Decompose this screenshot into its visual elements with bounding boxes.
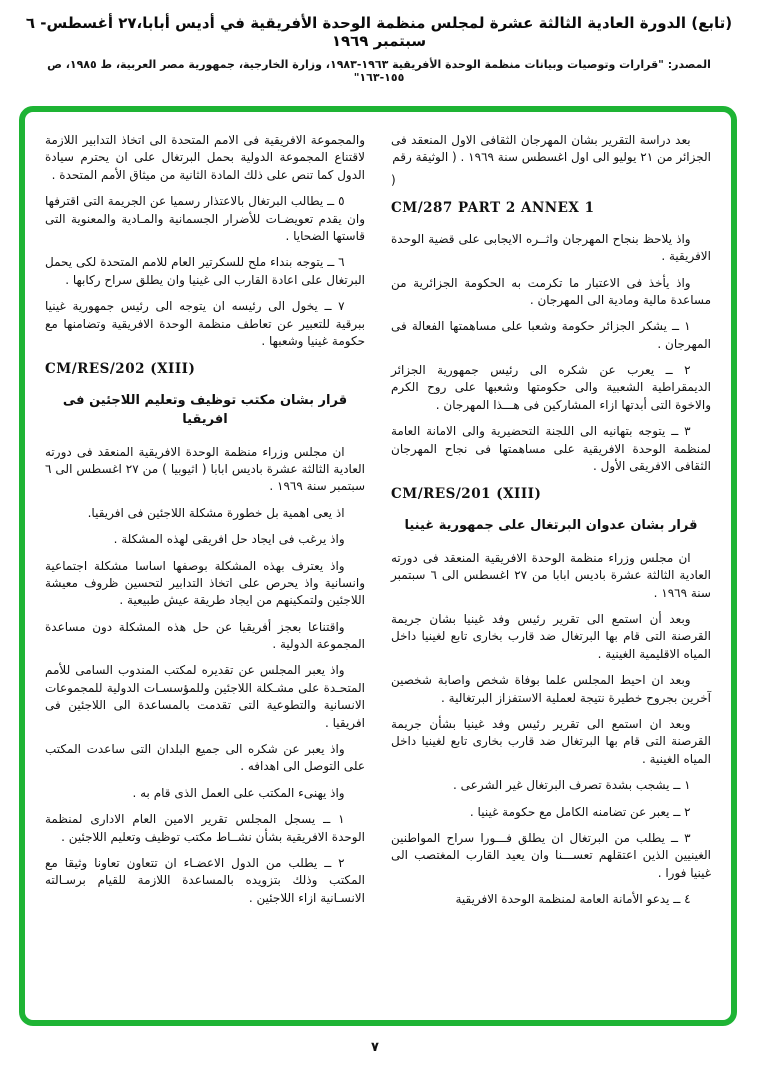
document-title: (تابع) الدورة العادية الثالثة عشرة لمجلس منظمة الوحدة الأفريقية في أديس أبابا،٢٧ أغسطس- ٦ سبتمبر ١٩٦٩ — [25, 14, 733, 50]
resolution-title: قرار بشان مكتب توظيف وتعليم اللاجئين فى افريقيا — [62, 392, 348, 427]
paragraph: ٧ ــ يخول الى رئيسه ان يتوجه الى رئيس جمهورية غينيا ببرقية للتعبير عن تعاطف منظمة الوحدة الافريقية وتضامنها مع حكومة غينيا وشعبها . — [45, 299, 365, 348]
paragraph: واذ يأخذ فى الاعتبار ما تكرمت به الحكومة الجزائرية من مساعدة مالية ومادية الى المهرجان . — [391, 275, 711, 307]
paragraph: ٥ ــ يطالب البرتغال بالاعتذار رسميا عن الجريمة التى اقترفها وان يقدم تعويضـات للأضرار الجسمانية والمـادية والمعنوية التى قاستها الضحايا . — [45, 194, 365, 243]
paragraph: واذ يرغب فى ايجاد حل افريقى لهذه المشكلة . — [113, 532, 345, 547]
paragraph: ١ ــ يسجل المجلس تقرير الامين العام الادارى لمنظمة الوحدة الافريقية بشأن نشــاط مكتب توظيف وتعليم اللاجئين . — [45, 812, 365, 844]
paragraph: واذ يعترف بهذه المشكلة بوصفها اساسا مشكلة اجتماعية وانسانية واذ يحرص على اتخاذ التدابير لتحسين ظروف معيشة اللاجئين ولتمكينهم من ايجاد طريقة عيش طبيعية . — [45, 558, 365, 608]
paragraph: واذ يلاحظ بنجاح المهرجان واثــره الايجابى على قضية الوحدة الافريقية . — [391, 231, 711, 264]
page-number: ٧ — [371, 1040, 379, 1055]
paragraph: واذ يعبر المجلس عن تقديره لمكتب المندوب السامى للأمم المتحـدة على مشـكلة اللاجئين وللمؤسسـات الدولية للمجموعات الانسانية والتطوعية التى تقدمت بالمساعدة الى اللاجئين فى افريقيا . — [45, 663, 365, 730]
paragraph: ٣ ــ يطلب من البرتغال ان يطلق فـــورا سراح المواطنين الغينيين الذين اعتقلهم تعســـنا وان يعيد القارب المغتصب الى غينيا فورا . — [391, 830, 711, 880]
paragraph: ٦ ــ يتوجه بنداء ملح للسكرتير العام للامم المتحدة لكى يحمل البرتغال على اعادة القارب الى غينيا وان يطلق سراح ركابها . — [45, 255, 365, 287]
page-footer — [0, 1036, 758, 1055]
paragraph: ان مجلس وزراء منظمة الوحدة الافريقية المنعقد فى دورته العادية الثالثة عشرة باديس ابابا ( اثيوبيا ) من ٢٧ اغسطس الى ٦ سبتمبر سنة ١٩٦٩ . — [45, 444, 365, 494]
resolution-code: CM/287 PART 2 ANNEX 1 — [391, 200, 595, 217]
paragraph: والمجموعة الافريقية فى الامم المتحدة الى اتخاذ التدابير اللازمة لاقتناع المجموعة الدولية بحمل البرتغال على ان يحترم سيادة الدول كما تنص على ذلك المادة الثانية من ميثاق الأمم المتحدة . — [45, 133, 365, 182]
column-right — [391, 132, 711, 1006]
page-header — [0, 14, 758, 84]
paragraph: اذ يعى اهمية بل خطورة مشكلة اللاجئين فى افريقيا. — [87, 505, 345, 520]
paragraph: بعد دراسة التقرير بشان المهرجان الثقافى الاول المنعقد فى الجزائر من ٢١ يوليو الى اول اغسطس سنة ١٩٦٩ . ( الوثيقة رقم — [391, 133, 711, 165]
resolution-title: قرار بشان عدوان البرتغال على جمهورية غينيا — [404, 517, 698, 533]
resolution-code: CM/RES/201 (XIII) — [391, 486, 542, 503]
paragraph: واقتناعا بعجز أفريقيا عن حل هذه المشكلة دون مساعدة المجموعة الدولية . — [45, 619, 365, 652]
paragraph: وبعد ان استمع الى تقرير رئيس وفد غينيا بشأن جريمة القرصنة التى قام بها البرتغال ضد قارب بخارى تابع لغينيا داخل المياه الغينية . — [391, 716, 711, 766]
continuation-paren: ( — [391, 172, 396, 187]
document-source-line: المصدر: "قرارات وتوصيات وبيانات منظمة الوحدة الأفريقية ١٩٦٣-١٩٨٣، وزارة الخارجية، جمهورية مصر العربية، ط ١٩٨٥، ص ١٥٥-١٦٣" — [47, 58, 711, 84]
paragraph: واذ يهنىء المكتب على العمل الذى قام به . — [132, 785, 345, 800]
paragraph: وبعد ان احيط المجلس علما بوفاة شخص واصابة شخصين آخرين بجروح خطيرة نتيجة لعملية الاستفزاز البرتغالية . — [391, 673, 711, 705]
paragraph: ٢ ــ يعرب عن شكره الى رئيس جمهورية الجزائر الديمقراطية الشعبية والى حكومتها وشعبها على روح الكرم والاخوة التى أبدتها ازاء المشاركين فى هـــذا المهرجان . — [391, 363, 711, 412]
paragraph: وبعد أن استمع الى تقرير رئيس وفد غينيا بشان جريمة القرصنة التى قام بها البرتغال ضد قارب بخارى تابع لغينيا داخل المياه الاقليمية الغينية . — [391, 612, 711, 661]
column-left — [45, 132, 365, 1006]
paragraph: ١ ــ يشكر الجزائر حكومة وشعبا على مساهمتها الفعالة فى المهرجان . — [391, 319, 711, 351]
paragraph: ان مجلس وزراء منظمة الوحدة الافريقية المنعقد فى دورته العادية الثالثة عشرة باديس ابابا من ٢٧ اغسطس الى ٦ سبتمبر سنة ١٩٦٩ . — [391, 550, 711, 600]
paragraph: ٣ ــ يتوجه بتهانيه الى اللجنة التحضيرية والى الامانة العامة لمنظمة الوحدة الافريقية على مساهمتها فى نجاح المهرجان الثقافى الافريقى الأول . — [391, 424, 711, 474]
paragraph: ١ ــ يشجب بشدة تصرف البرتغال غير الشرعى . — [453, 778, 691, 793]
paragraph: ٤ ــ يدعو الأمانة العامة لمنظمة الوحدة الافريقية — [455, 892, 691, 907]
paragraph: واذ يعبر عن شكره الى جميع البلدان التى ساعدت المكتب على التوصل الى اهدافه . — [45, 742, 365, 774]
resolution-code: CM/RES/202 (XIII) — [45, 361, 196, 378]
content-border-box — [19, 106, 737, 1026]
paragraph: ٢ ــ يعبر عن تضامنه الكامل مع حكومة غينيا . — [469, 804, 691, 819]
paragraph: ٢ ــ يطلب من الدول الاعضـاء ان تتعاون تعاونا وثيقا مع المكتب وذلك بتزويده بالمساعدة اللازمة للقيام برسـالته الانسـانية ازاء اللاجئين . — [45, 855, 365, 905]
